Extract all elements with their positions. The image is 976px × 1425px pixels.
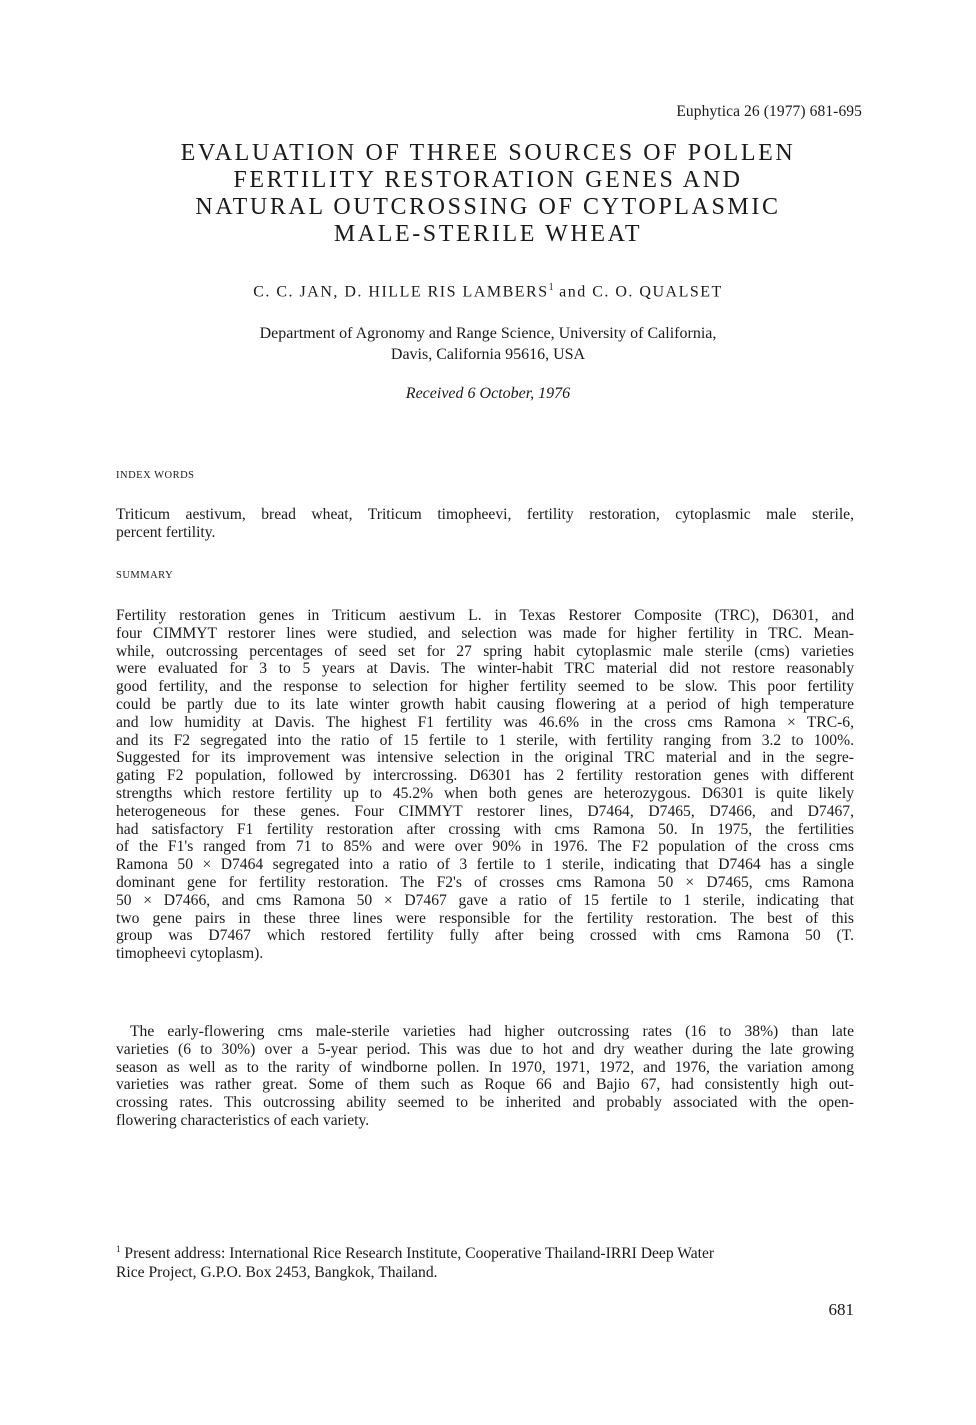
summary-line: heterogeneous for these genes. Four CIMMYT restorer lines, D7464, D7465, D7466, and D7467, — [116, 802, 854, 820]
footnote-mark: 1 — [116, 1244, 121, 1254]
summary-line: two gene pairs in these three lines were responsible for the fertility restoration. The best of this — [116, 909, 854, 927]
title-line: FERTILITY RESTORATION GENES AND — [233, 167, 743, 193]
summary-line: dominant gene for fertility restoration. The F2's of crosses cms Ramona 50 × D7465, cms Ramona — [116, 873, 854, 891]
summary-line: good fertility, and the response to selection for higher fertility seemed to be slow. This poor fertility — [116, 678, 854, 696]
summary-line: group was D7467 which restored fertility fully after being crossed with cms Ramona 50 (T. — [116, 927, 854, 945]
summary-heading: SUMMARY — [116, 570, 174, 581]
index-words-line: percent fertility. — [116, 523, 216, 541]
summary-line: and its F2 segregated into the ratio of 15 fertile to 1 sterile, with fertility ranging from 3.2 to 100%. — [116, 731, 854, 749]
summary-line: were evaluated for 3 to 5 years at Davis. The winter-habit TRC material did not restore reasonably — [116, 660, 854, 678]
authors-part-2: and C. O. QUALSET — [553, 283, 723, 301]
summary-line: Ramona 50 × D7464 segregated into a ratio of 3 fertile to 1 sterile, indicating that D7464 has a single — [116, 856, 854, 874]
footnote — [116, 1240, 856, 1282]
summary-paragraph-1 — [116, 607, 854, 963]
affiliation-line: Davis, California 95616, USA — [390, 346, 586, 363]
title-line: MALE-STERILE WHEAT — [333, 221, 643, 247]
index-words-line: Triticum aestivum, bread wheat, Triticum timopheevi, fertility restoration, cytoplasmic male sterile, — [116, 506, 854, 523]
footnote-line-1 — [116, 1240, 856, 1263]
summary-line: gating F2 population, followed by intercrossing. D6301 has 2 fertility restoration genes with different — [116, 767, 854, 785]
summary-line: The early-flowering cms male-sterile varieties had higher outcrossing rates (16 to 38%) than late — [130, 1023, 854, 1040]
authors-part-1: C. C. JAN, D. HILLE RIS LAMBERS — [253, 283, 549, 301]
received-date: Received 6 October, 1976 — [405, 385, 571, 402]
page-number: 681 — [828, 1300, 854, 1319]
summary-line: while, outcrossing percentages of seed set for 27 spring habit cytoplasmic male sterile (cms) varieties — [116, 642, 854, 660]
summary-line: varieties (6 to 30%) over a 5-year period. This was due to hot and dry weather during the late growing — [116, 1040, 854, 1058]
summary-line: flowering characteristics of each variety. — [116, 1111, 370, 1129]
footnote-line-2: Rice Project, G.P.O. Box 2453, Bangkok, Thailand. — [116, 1264, 438, 1282]
footnote-text: Present address: International Rice Research Institute, Cooperative Thailand-IRRI Deep Water — [120, 1245, 715, 1263]
summary-line: Fertility restoration genes in Triticum aestivum L. in Texas Restorer Composite (TRC), D6301, and — [116, 607, 854, 624]
title-line: EVALUATION OF THREE SOURCES OF POLLEN — [180, 140, 796, 166]
summary-line: and low humidity at Davis. The highest F1 fertility was 46.6% in the cross cms Ramona × TRC-6, — [116, 713, 854, 731]
summary-paragraph-2 — [116, 1023, 854, 1130]
affiliation-line: Department of Agronomy and Range Science, University of California, — [259, 325, 717, 342]
summary-line: had satisfactory F1 fertility restoration after crossing with cms Ramona 50. In 1975, the fertilities — [116, 820, 854, 838]
journal-reference: Euphytica 26 (1977) 681-695 — [676, 103, 862, 120]
paper-title — [110, 140, 866, 248]
summary-line: season as well as to the rarity of windborne pollen. In 1970, 1971, 1972, and 1976, the variation among — [116, 1058, 854, 1076]
summary-line: could be partly due to its late winter growth habit causing flowering at a period of high temperature — [116, 695, 854, 713]
title-line: NATURAL OUTCROSSING OF CYTOPLASMIC — [195, 194, 781, 220]
summary-line: varieties was rather great. Some of them such as Roque 66 and Bajio 67, had consistently high out- — [116, 1076, 854, 1094]
summary-line: four CIMMYT restorer lines were studied, and selection was made for higher fertility in TRC. Mean- — [116, 624, 854, 642]
index-words — [116, 506, 854, 542]
summary-line: 50 × D7466, and cms Ramona 50 × D7467 gave a ratio of 15 fertile to 1 sterile, indicating that — [116, 891, 854, 909]
index-words-heading: INDEX WORDS — [116, 470, 195, 481]
summary-line: crossing rates. This outcrossing ability seemed to be inherited and probably associated with the open- — [116, 1094, 854, 1112]
summary-line: of the F1's ranged from 71 to 85% and were over 90% in 1976. The F2 population of the cross cms — [116, 838, 854, 856]
summary-line: Suggested for its improvement was intensive selection in the original TRC material and in the segre- — [116, 749, 854, 767]
summary-line: strengths which restore fertility up to 45.2% when both genes are heterozygous. D6301 is quite likely — [116, 784, 854, 802]
author-list — [110, 282, 866, 301]
footnote-marker: 1 — [548, 282, 554, 293]
affiliation — [110, 323, 866, 365]
summary-line: timopheevi cytoplasm). — [116, 945, 264, 963]
